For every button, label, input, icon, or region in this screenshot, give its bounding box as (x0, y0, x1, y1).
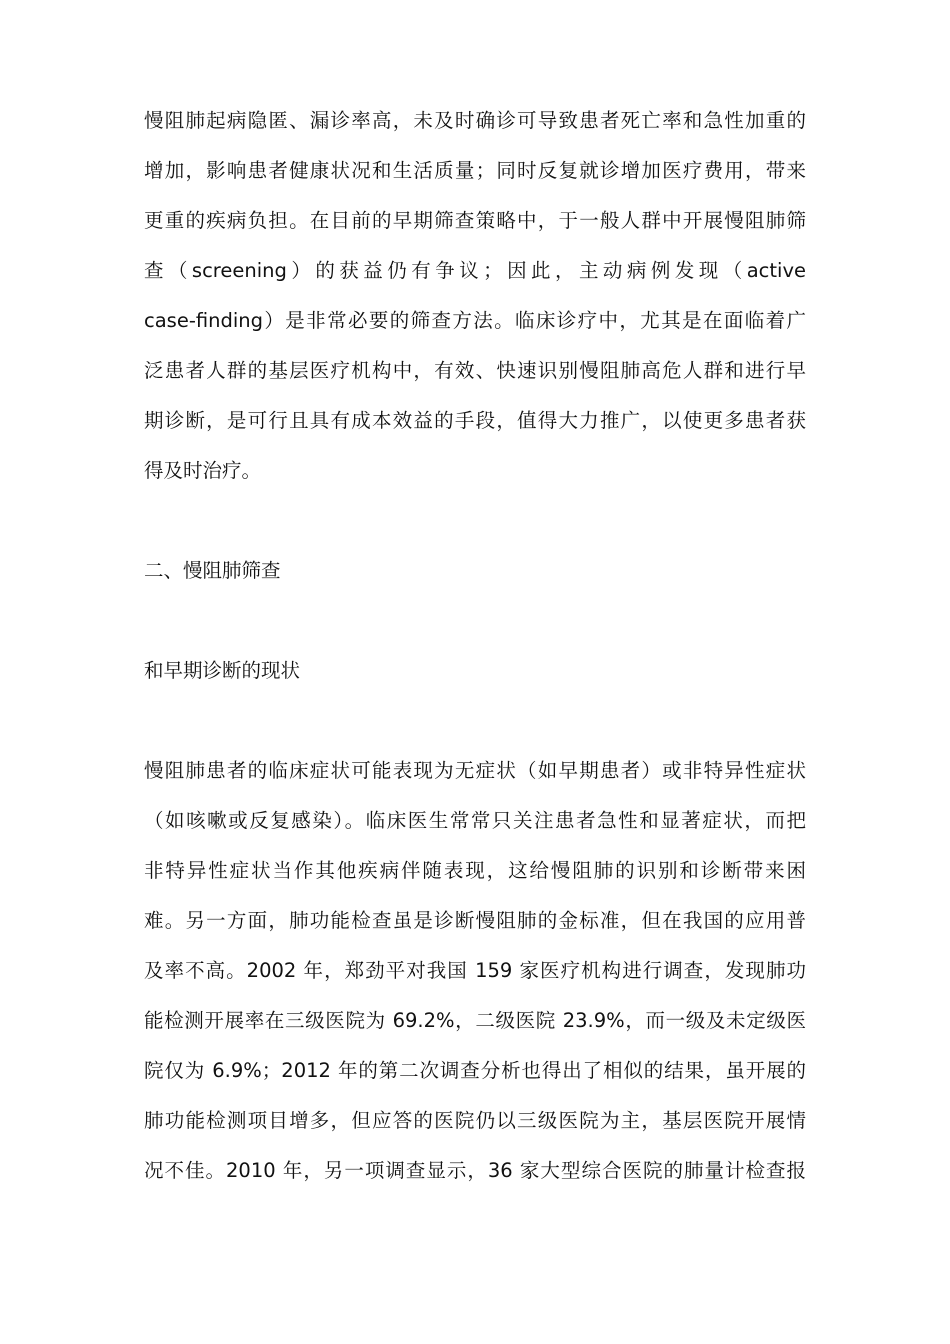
section-heading: 二、慢阻肺筛查 (144, 559, 281, 582)
paragraph-line: case-finding）是非常必要的筛查方法。临床诊疗中，尤其是在面临着广 (144, 309, 806, 332)
paragraph-line: 更重的疾病负担。在目前的早期筛查策略中，于一般人群中开展慢阻肺筛 (144, 209, 806, 232)
paragraph-line: 慢阻肺起病隐匿、漏诊率高，未及时确诊可导致患者死亡率和急性加重的 (144, 109, 806, 132)
paragraph-line: 增加，影响患者健康状况和生活质量；同时反复就诊增加医疗费用，带来 (144, 159, 806, 182)
paragraph-line: 况不佳。2010 年，另一项调查显示，36 家大型综合医院的肺量计检查报 (144, 1159, 806, 1182)
paragraph-line: 肺功能检测项目增多，但应答的医院仍以三级医院为主，基层医院开展情 (144, 1109, 806, 1132)
paragraph-line: （如咳嗽或反复感染）。临床医生常常只关注患者急性和显著症状，而把 (144, 809, 806, 832)
paragraph-line: 泛患者人群的基层医疗机构中，有效、快速识别慢阻肺高危人群和进行早 (144, 359, 806, 382)
paragraph-line: 非特异性症状当作其他疾病伴随表现，这给慢阻肺的识别和诊断带来困 (144, 859, 806, 882)
paragraph-line: 得及时治疗。 (144, 459, 262, 482)
paragraph-copd-screening-intro (144, 96, 806, 496)
section-subheading: 和早期诊断的现状 (144, 659, 301, 682)
paragraph-spacer (144, 696, 806, 746)
paragraph-line: 期诊断，是可行且具有成本效益的手段，值得大力推广，以使更多患者获 (144, 409, 806, 432)
paragraph-line: 能检测开展率在三级医院为 69.2%，二级医院 23.9%，而一级及未定级医 (144, 1009, 806, 1032)
paragraph-spacer (144, 596, 806, 646)
paragraph-spacer (144, 496, 806, 546)
paragraph-line: 慢阻肺患者的临床症状可能表现为无症状（如早期患者）或非特异性症状 (144, 759, 806, 782)
paragraph-line: 及率不高。2002 年，郑劲平对我国 159 家医疗机构进行调查，发现肺功 (144, 959, 806, 982)
document-body (144, 96, 806, 1196)
paragraph-line: 难。另一方面，肺功能检查虽是诊断慢阻肺的金标准，但在我国的应用普 (144, 909, 806, 932)
paragraph-diagnosis-status (144, 746, 806, 1196)
paragraph-line: 查（screening）的获益仍有争议；因此，主动病例发现（active (144, 259, 806, 282)
paragraph-line: 院仅为 6.9%；2012 年的第二次调查分析也得出了相似的结果，虽开展的 (144, 1059, 806, 1082)
